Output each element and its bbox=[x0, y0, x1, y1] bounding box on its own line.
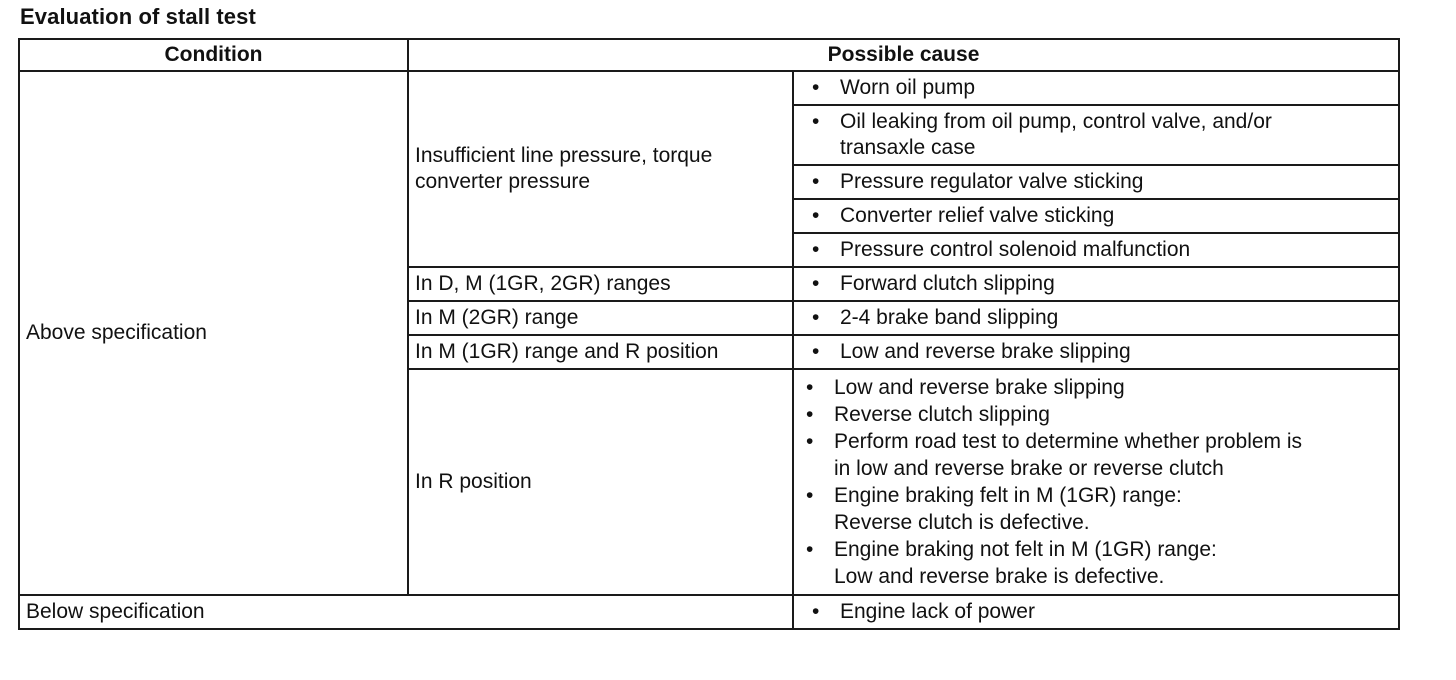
stall-test-table bbox=[18, 38, 1400, 630]
cause-cell bbox=[793, 165, 1399, 199]
insufficient-pressure-cell bbox=[408, 71, 793, 267]
cause-text: Oil leaking from oil pump, control valve, and/or bbox=[840, 110, 1272, 133]
bullet-icon: • bbox=[812, 238, 820, 261]
cause-cell bbox=[793, 233, 1399, 267]
cause-text: Converter relief valve sticking bbox=[840, 204, 1115, 227]
cause-cell bbox=[793, 267, 1399, 301]
above-specification-label: Above specification bbox=[26, 321, 207, 344]
cause-cell bbox=[793, 105, 1399, 165]
list-item bbox=[794, 536, 1398, 590]
cause-cell bbox=[793, 335, 1399, 369]
m1-r-cell: In M (1GR) range and R position bbox=[408, 335, 793, 369]
bullet-icon: • bbox=[812, 600, 820, 623]
page-title: Evaluation of stall test bbox=[20, 4, 256, 29]
cause-text: Low and reverse brake is defective. bbox=[834, 565, 1165, 588]
cause-cell bbox=[793, 199, 1399, 233]
cause-text: Low and reverse brake slipping bbox=[840, 340, 1131, 363]
list-item bbox=[794, 482, 1398, 536]
cause-text: Pressure control solenoid malfunction bbox=[840, 238, 1191, 261]
insufficient-pressure-line-1: Insufficient line pressure, torque bbox=[415, 144, 713, 167]
cause-text: 2-4 brake band slipping bbox=[840, 306, 1059, 329]
table-row bbox=[19, 71, 1399, 105]
r-position-causes-cell bbox=[793, 369, 1399, 595]
cause-text: Low and reverse brake slipping bbox=[834, 376, 1125, 399]
cause-text: Forward clutch slipping bbox=[840, 272, 1055, 295]
cause-cell bbox=[793, 301, 1399, 335]
list-item bbox=[794, 401, 1398, 428]
m2-range-cell: In M (2GR) range bbox=[408, 301, 793, 335]
possible-cause-header: Possible cause bbox=[408, 39, 1399, 71]
cause-text: in low and reverse brake or reverse clutch bbox=[834, 457, 1224, 480]
cause-cell bbox=[793, 71, 1399, 105]
bullet-icon: • bbox=[812, 204, 820, 227]
r-position-cell: In R position bbox=[408, 369, 793, 595]
insufficient-pressure-line-2: converter pressure bbox=[415, 170, 591, 193]
cause-text: Worn oil pump bbox=[840, 76, 976, 99]
table-row bbox=[19, 595, 1399, 629]
r-position-cause-list bbox=[794, 370, 1398, 594]
cause-text: • Perform road test to determine whether problem is bbox=[834, 430, 1303, 453]
cause-text: Pressure regulator valve sticking bbox=[840, 170, 1144, 193]
bullet-icon: • bbox=[812, 272, 820, 295]
bullet-icon: • bbox=[812, 306, 820, 329]
condition-header: Condition bbox=[19, 39, 408, 71]
cause-text: • Engine braking felt in M (1GR) range: bbox=[834, 484, 1182, 507]
cause-text: Reverse clutch slipping bbox=[834, 403, 1050, 426]
cause-cell bbox=[793, 595, 1399, 629]
bullet-icon: • bbox=[812, 110, 820, 133]
list-item bbox=[794, 428, 1398, 482]
cause-text: Reverse clutch is defective. bbox=[834, 511, 1090, 534]
d-m-ranges-cell: In D, M (1GR, 2GR) ranges bbox=[408, 267, 793, 301]
header-row bbox=[19, 39, 1399, 71]
bullet-icon: • bbox=[812, 340, 820, 363]
bullet-icon: • bbox=[812, 170, 820, 193]
list-item bbox=[794, 374, 1398, 401]
cause-text: Engine lack of power bbox=[840, 600, 1035, 623]
bullet-icon: • bbox=[812, 76, 820, 99]
above-specification-cell bbox=[19, 71, 408, 595]
below-specification-cell: Below specification bbox=[19, 595, 793, 629]
cause-text: transaxle case bbox=[840, 136, 976, 159]
cause-text: • Engine braking not felt in M (1GR) range: bbox=[834, 538, 1217, 561]
